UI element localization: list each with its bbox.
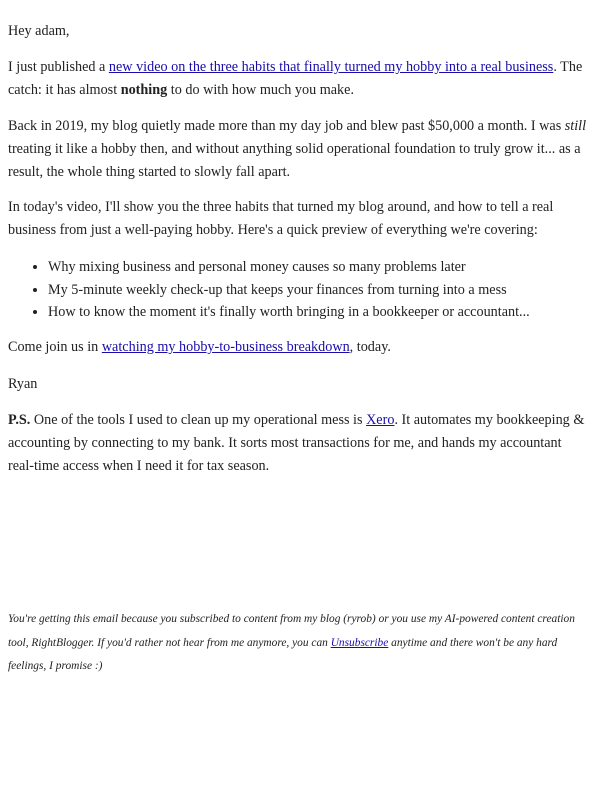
- footer-tail: anytime and there won't be any hard feelings, I promise :): [8, 636, 558, 672]
- story-lead: Back in 2019, my blog quietly made more than my day job and blew past $50,000 a month. I was: [8, 118, 565, 134]
- ps-tail: . It automates my bookkeeping & accounting by connecting to my bank. It sorts most transactions for me, and hands my accountant real-time access when I need it for tax season.: [8, 412, 585, 474]
- ps-lead: One of the tools I used to clean up my operational mess is: [30, 412, 367, 428]
- signature: Ryan: [8, 376, 38, 392]
- list-item: • My 5-minute weekly check-up that keeps your finances from turning into a mess: [48, 279, 600, 302]
- intro-paragraph: [8, 56, 590, 102]
- story-italic: still: [564, 118, 587, 134]
- cta-lead: Come join us in: [8, 339, 102, 355]
- footer-lead: You're getting this email because you subscribed to content from my blog (ryrob) or you use my AI-powered content creation tool, RightBlogger. If you'd rather not hear from me anymore, you can: [8, 613, 575, 649]
- intro-after-link: . The catch: it has almost: [8, 59, 583, 98]
- email-footer: [8, 608, 592, 679]
- intro-tail: to do with how much you make.: [167, 82, 354, 98]
- list-item: • Why mixing business and personal money causes so many problems later: [48, 256, 600, 279]
- preview-paragraph: In today's video, I'll show you the three habits that turned my blog around, and how to tell a real business from just a well-paying hobby. Here's a quick preview of everything we're covering:: [8, 199, 554, 238]
- intro-bold: nothing: [120, 82, 168, 98]
- cta-tail: , today.: [349, 339, 391, 355]
- greeting: Hey adam,: [8, 23, 70, 39]
- cta-paragraph: [8, 336, 590, 359]
- unsubscribe-link[interactable]: Unsubscribe: [330, 636, 389, 649]
- list-item: • How to know the moment it's finally worth bringing in a bookkeeper or accountant...: [48, 301, 600, 324]
- topics-list: [8, 256, 600, 324]
- story-tail: treating it like a hobby then, and without anything solid operational foundation to truly grow it... as a result, the whole thing started to slowly fall apart.: [8, 141, 581, 180]
- ps-label: P.S.: [8, 412, 31, 428]
- breakdown-link[interactable]: watching my hobby-to-business breakdown: [101, 339, 350, 355]
- story-paragraph: [8, 115, 590, 184]
- xero-link[interactable]: Xero: [366, 412, 395, 428]
- intro-lead: I just published a: [8, 59, 109, 75]
- ps-paragraph: [8, 409, 590, 478]
- video-link[interactable]: new video on the three habits that finally turned my hobby into a real business: [108, 59, 554, 75]
